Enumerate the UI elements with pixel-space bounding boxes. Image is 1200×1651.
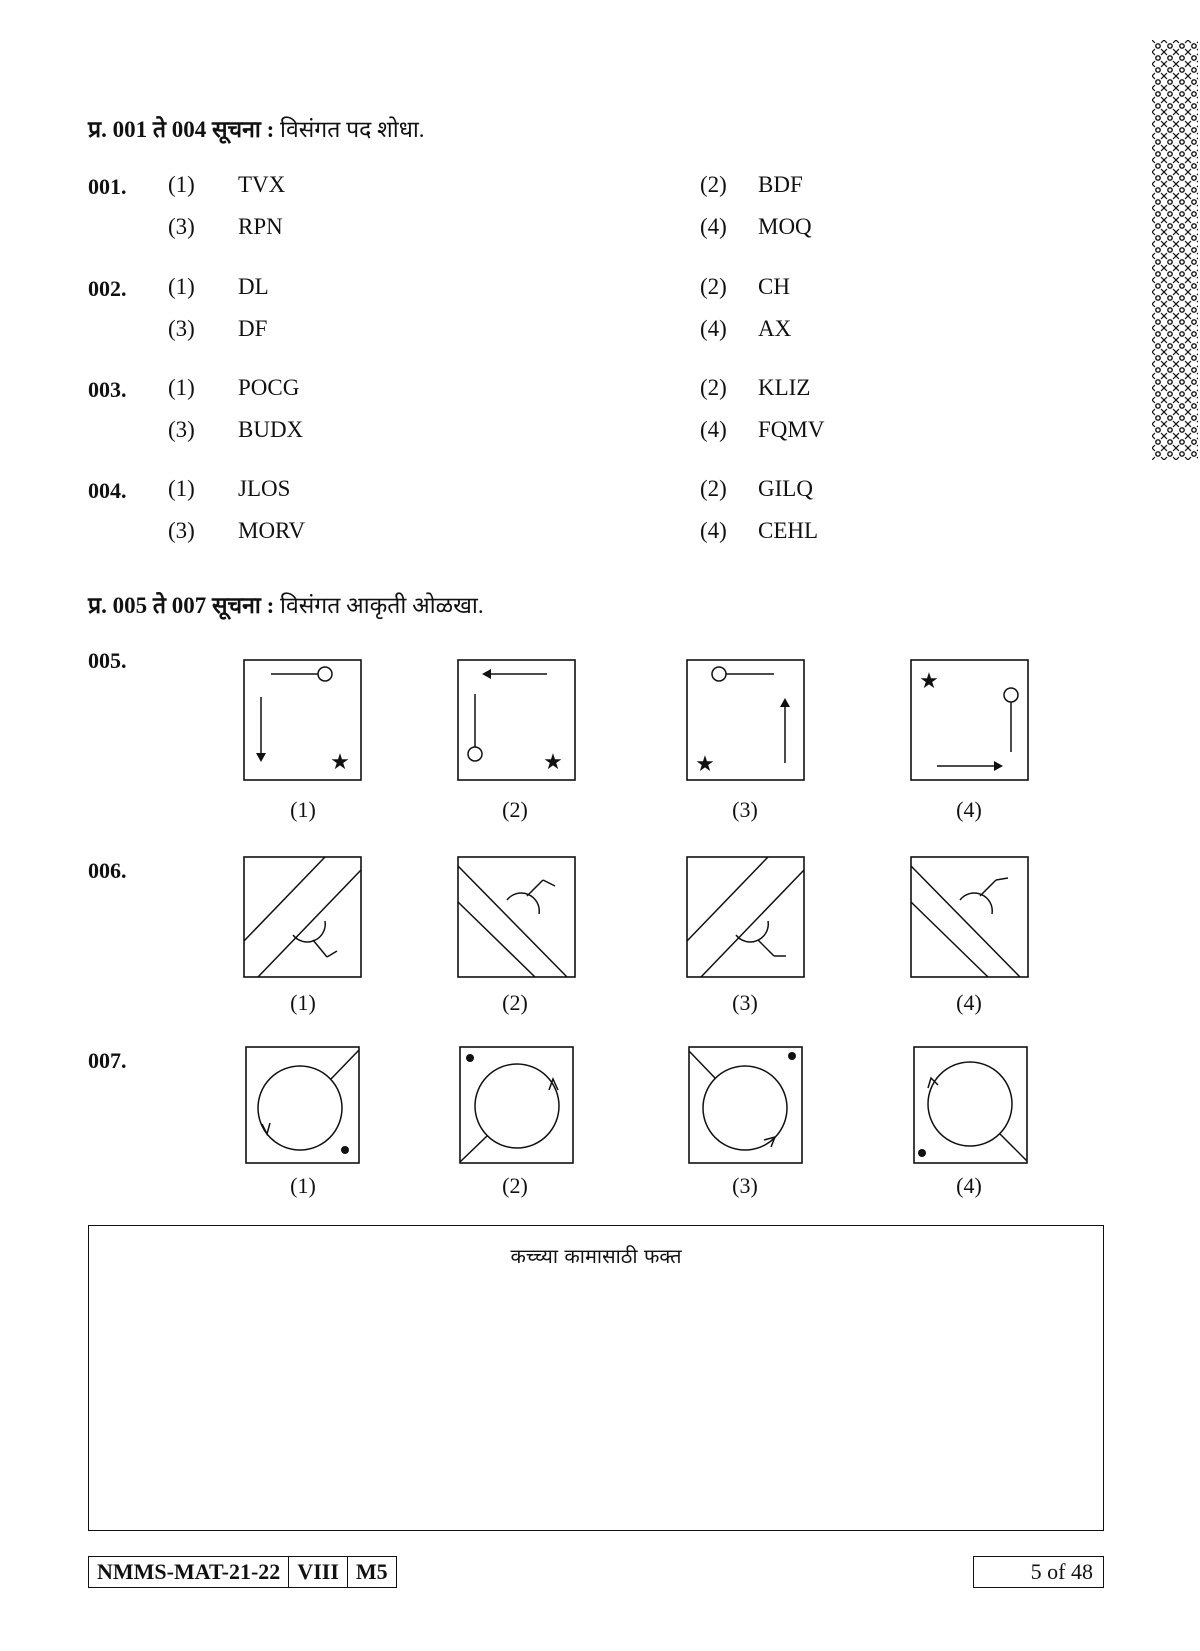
q006-figure-4[interactable] bbox=[910, 856, 1030, 979]
section1-instruction-label: प्र. 001 ते 004 सूचना : bbox=[88, 117, 275, 142]
option-number[interactable]: (3) bbox=[168, 518, 195, 543]
option-number[interactable]: (2) bbox=[700, 274, 727, 299]
option-text[interactable]: BUDX bbox=[238, 417, 304, 442]
section1-instruction bbox=[88, 112, 425, 144]
section2-instruction-text: विसंगत आकृती ओळखा. bbox=[274, 593, 484, 618]
q006-figure-1[interactable] bbox=[243, 856, 363, 979]
option-text[interactable]: DF bbox=[238, 316, 268, 341]
q007-figure-1[interactable] bbox=[245, 1046, 361, 1165]
option-text[interactable]: AX bbox=[758, 316, 792, 341]
q006-figure-3[interactable] bbox=[686, 856, 806, 979]
exam-code-box bbox=[88, 1556, 397, 1588]
figure-caption: (2) bbox=[502, 990, 528, 1015]
section2-instruction bbox=[88, 588, 484, 620]
option-text[interactable]: CEHL bbox=[758, 518, 819, 543]
option-text[interactable]: CH bbox=[758, 274, 790, 299]
option-number[interactable]: (4) bbox=[700, 214, 727, 239]
option-number[interactable]: (1) bbox=[168, 172, 195, 197]
option-text[interactable]: TVX bbox=[238, 172, 286, 197]
option-number[interactable]: (2) bbox=[700, 375, 727, 400]
question-number: 006. bbox=[88, 858, 127, 883]
option-text[interactable]: MOQ bbox=[758, 214, 812, 239]
q005-figure-2[interactable] bbox=[457, 659, 577, 782]
question-number: 001. bbox=[88, 174, 127, 199]
rough-work-title: कच्च्या कामासाठी फक्त bbox=[510, 1244, 682, 1268]
figure-caption: (1) bbox=[290, 990, 316, 1015]
option-text[interactable]: GILQ bbox=[758, 476, 813, 501]
q005-figure-1[interactable] bbox=[243, 659, 363, 782]
option-number[interactable]: (1) bbox=[168, 375, 195, 400]
figure-caption: (1) bbox=[290, 797, 316, 822]
q007-figure-3[interactable] bbox=[688, 1046, 804, 1165]
q007-figure-4[interactable] bbox=[913, 1046, 1029, 1165]
section2-instruction-label: प्र. 005 ते 007 सूचना : bbox=[88, 593, 275, 618]
decorative-border-pattern bbox=[1152, 40, 1198, 460]
option-text[interactable]: DL bbox=[238, 274, 269, 299]
option-number[interactable]: (4) bbox=[700, 518, 727, 543]
figure-caption: (4) bbox=[956, 990, 982, 1015]
question-number: 004. bbox=[88, 478, 127, 503]
question-number: 002. bbox=[88, 276, 127, 301]
option-number[interactable]: (3) bbox=[168, 316, 195, 341]
figure-caption: (2) bbox=[502, 797, 528, 822]
svg-text:★: ★ bbox=[330, 750, 350, 775]
figure-caption: (3) bbox=[732, 990, 758, 1015]
option-text[interactable]: KLIZ bbox=[758, 375, 811, 400]
question-number: 007. bbox=[88, 1048, 127, 1073]
option-text[interactable]: FQMV bbox=[758, 417, 825, 442]
option-number[interactable]: (4) bbox=[700, 316, 727, 341]
exam-class: VIII bbox=[289, 1557, 348, 1587]
figure-caption: (3) bbox=[732, 797, 758, 822]
figure-caption: (4) bbox=[956, 797, 982, 822]
page-number: 5 of 48 bbox=[973, 1556, 1104, 1588]
option-text[interactable]: MORV bbox=[238, 518, 306, 543]
figure-caption: (2) bbox=[502, 1173, 528, 1198]
option-number[interactable]: (3) bbox=[168, 417, 195, 442]
rough-work-box bbox=[88, 1225, 1104, 1531]
svg-text:★: ★ bbox=[695, 752, 715, 777]
exam-code: NMMS-MAT-21-22 bbox=[89, 1557, 289, 1587]
q005-figure-4[interactable] bbox=[910, 659, 1030, 782]
option-text[interactable]: JLOS bbox=[238, 476, 291, 501]
figure-caption: (3) bbox=[732, 1173, 758, 1198]
option-text[interactable]: POCG bbox=[238, 375, 300, 400]
q007-figure-2[interactable] bbox=[459, 1046, 575, 1165]
exam-set: M5 bbox=[355, 1559, 388, 1584]
question-number: 003. bbox=[88, 377, 127, 402]
section1-instruction-text: विसंगत पद शोधा. bbox=[274, 117, 425, 142]
option-number[interactable]: (2) bbox=[700, 476, 727, 501]
figure-caption: (4) bbox=[956, 1173, 982, 1198]
svg-text:★: ★ bbox=[543, 750, 563, 775]
option-text[interactable]: BDF bbox=[758, 172, 803, 197]
option-number[interactable]: (3) bbox=[168, 214, 195, 239]
option-number[interactable]: (1) bbox=[168, 274, 195, 299]
option-number[interactable]: (2) bbox=[700, 172, 727, 197]
q005-figure-3[interactable] bbox=[686, 659, 806, 782]
figure-caption: (1) bbox=[290, 1173, 316, 1198]
svg-text:★: ★ bbox=[919, 669, 939, 694]
option-text[interactable]: RPN bbox=[238, 214, 283, 239]
option-number[interactable]: (1) bbox=[168, 476, 195, 501]
option-number[interactable]: (4) bbox=[700, 417, 727, 442]
q006-figure-2[interactable] bbox=[457, 856, 577, 979]
question-number: 005. bbox=[88, 648, 127, 673]
